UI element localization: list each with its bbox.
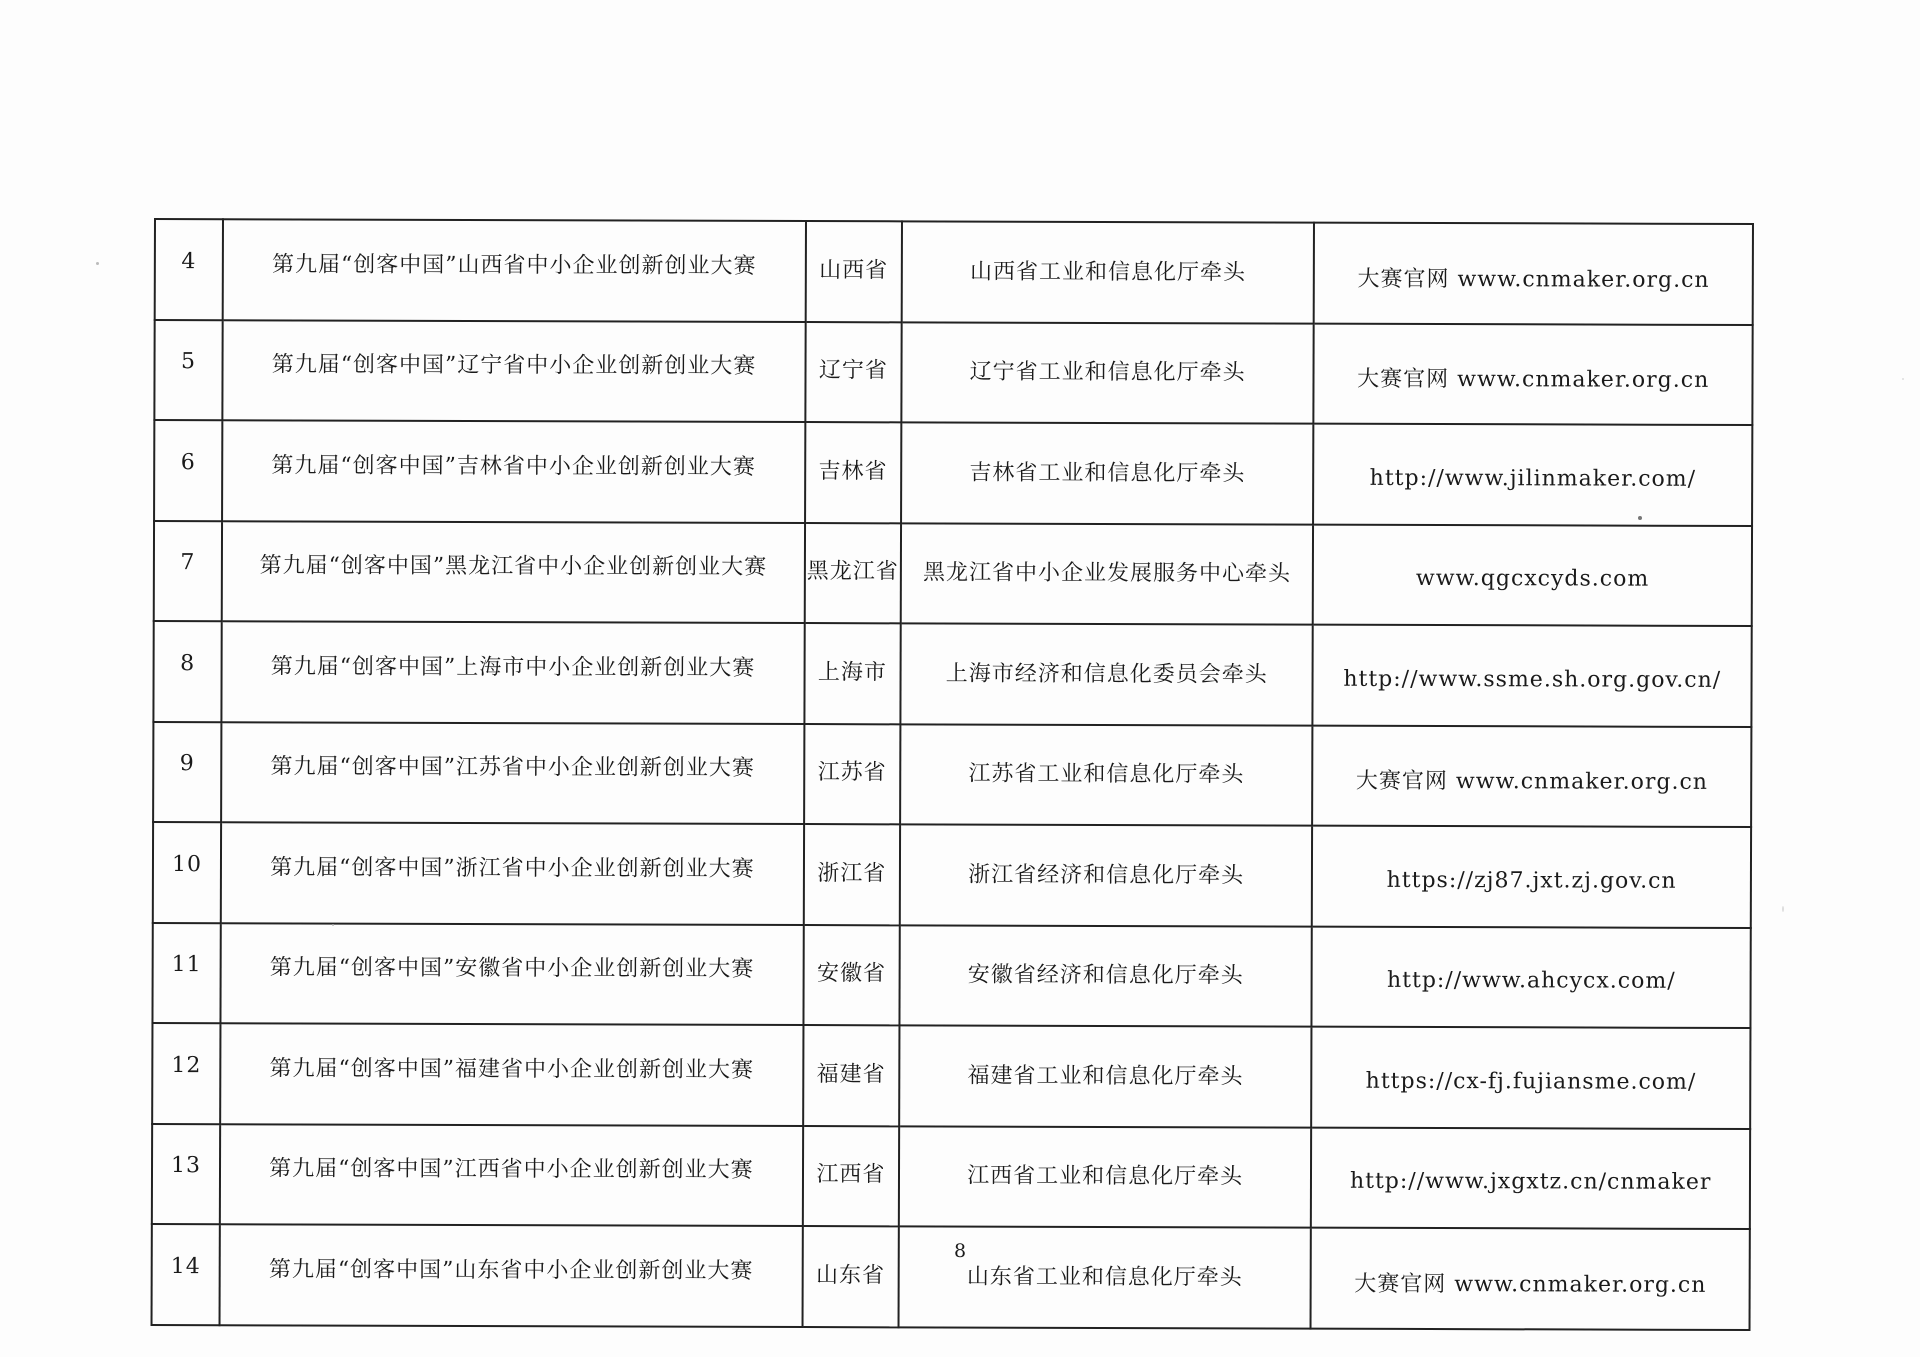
- competition-name: 第九届“创客中国”江西省中小企业创新创业大赛: [220, 1124, 803, 1226]
- scan-speck: [1638, 516, 1642, 520]
- row-number: 6: [154, 420, 222, 521]
- website: https://zj87.jxt.zj.gov.cn: [1312, 826, 1751, 928]
- organizer: 山西省工业和信息化厅牵头: [902, 221, 1315, 323]
- competition-name: 第九届“创客中国”辽宁省中小企业创新创业大赛: [222, 320, 805, 422]
- competition-name: 第九届“创客中国”上海市中小企业创新创业大赛: [221, 621, 804, 723]
- website: 大赛官网 www.cnmaker.org.cn: [1314, 323, 1753, 425]
- website: http://www.ahcycx.com/: [1312, 926, 1751, 1028]
- table-row: [153, 822, 1751, 928]
- table-row: [152, 1023, 1750, 1129]
- row-number: 13: [152, 1123, 220, 1224]
- row-number: 4: [155, 219, 223, 320]
- website: 大赛官网 www.cnmaker.org.cn: [1311, 1228, 1750, 1330]
- row-number: 9: [153, 722, 221, 823]
- organizer: 福建省工业和信息化厅牵头: [899, 1025, 1312, 1127]
- organizer: 江苏省工业和信息化厅牵头: [900, 724, 1313, 826]
- website: http://www.jxgxtz.cn/cnmaker: [1311, 1127, 1750, 1229]
- row-number: 7: [154, 521, 222, 622]
- province: 上海市: [804, 623, 900, 724]
- province: 福建省: [803, 1025, 899, 1126]
- organizer: 吉林省工业和信息化厅牵头: [901, 422, 1314, 524]
- table-row: [153, 621, 1751, 727]
- organizer: 安徽省经济和信息化厅牵头: [899, 925, 1312, 1027]
- row-number: 8: [153, 621, 221, 722]
- website: www.qgcxcyds.com: [1313, 524, 1752, 626]
- row-number: 14: [152, 1224, 220, 1325]
- competition-name: 第九届“创客中国”山东省中小企业创新创业大赛: [220, 1224, 803, 1326]
- organizer: 浙江省经济和信息化厅牵头: [900, 824, 1313, 926]
- competition-name: 第九届“创客中国”吉林省中小企业创新创业大赛: [222, 420, 805, 522]
- organizer: 江西省工业和信息化厅牵头: [899, 1126, 1312, 1228]
- competition-name: 第九届“创客中国”江苏省中小企业创新创业大赛: [221, 722, 804, 824]
- province: 吉林省: [805, 422, 901, 523]
- row-number: 5: [154, 320, 222, 421]
- province: 山东省: [802, 1226, 898, 1327]
- organizer: 山东省工业和信息化厅牵头: [898, 1226, 1311, 1328]
- row-number: 12: [152, 1023, 220, 1124]
- competition-name: 第九届“创客中国”福建省中小企业创新创业大赛: [220, 1023, 803, 1125]
- organizer: 黑龙江省中小企业发展服务中心牵头: [901, 523, 1314, 625]
- table-row: [155, 219, 1753, 325]
- row-number: 10: [153, 822, 221, 923]
- table-row: [152, 922, 1750, 1028]
- competition-table: [151, 218, 1754, 1331]
- table-row: [154, 521, 1752, 627]
- table-row: [154, 420, 1752, 526]
- page-number: 8: [953, 1240, 967, 1262]
- province: 黑龙江省: [805, 523, 901, 624]
- competition-name: 第九届“创客中国”安徽省中小企业创新创业大赛: [221, 923, 804, 1025]
- row-number: 11: [152, 922, 220, 1023]
- table-row: [153, 722, 1751, 828]
- scan-speck: [96, 262, 99, 265]
- table-body: [152, 219, 1753, 1330]
- competition-name: 第九届“创客中国”山西省中小企业创新创业大赛: [223, 219, 806, 321]
- website: http://www.jilinmaker.com/: [1313, 424, 1752, 526]
- province: 安徽省: [803, 925, 899, 1026]
- competition-name: 第九届“创客中国”浙江省中小企业创新创业大赛: [221, 822, 804, 924]
- organizer: 上海市经济和信息化委员会牵头: [900, 623, 1313, 725]
- province: 浙江省: [804, 824, 900, 925]
- scan-speck: [1902, 378, 1904, 380]
- table-row: [152, 1123, 1750, 1229]
- province: 江西省: [803, 1126, 899, 1227]
- scan-speck: [332, 924, 334, 926]
- province: 辽宁省: [805, 322, 901, 423]
- website: 大赛官网 www.cnmaker.org.cn: [1313, 725, 1752, 827]
- province: 江苏省: [804, 724, 900, 825]
- organizer: 辽宁省工业和信息化厅牵头: [901, 322, 1314, 424]
- scan-speck: [1782, 906, 1784, 912]
- table-row: [154, 320, 1752, 426]
- website: http://www.ssme.sh.org.gov.cn/: [1313, 625, 1752, 727]
- competition-name: 第九届“创客中国”黑龙江省中小企业创新创业大赛: [222, 521, 805, 623]
- website: 大赛官网 www.cnmaker.org.cn: [1314, 223, 1753, 325]
- website: https://cx-fj.fujiansme.com/: [1312, 1027, 1751, 1129]
- province: 山西省: [805, 221, 901, 322]
